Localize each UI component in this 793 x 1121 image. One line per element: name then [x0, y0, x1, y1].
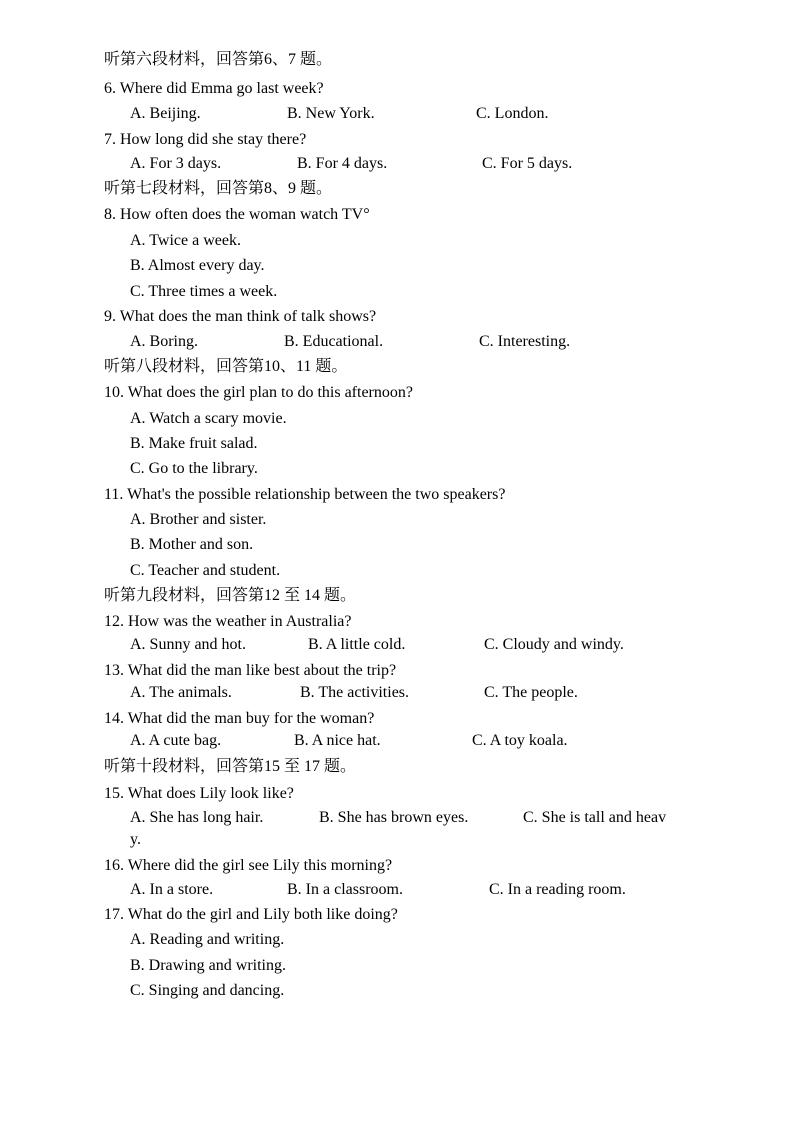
- section-heading: 听第六段材料，回答第6、7 题。: [104, 51, 333, 68]
- question-text: 6. Where did Emma go last week?: [104, 80, 324, 97]
- option-c-wrap: y.: [130, 831, 141, 848]
- question-text: 15. What does Lily look like?: [104, 785, 294, 802]
- option-c: C. Teacher and student.: [130, 562, 281, 579]
- question-text: 12. How was the weather in Australia?: [104, 613, 352, 630]
- option-b: B. Make fruit salad.: [130, 435, 258, 452]
- section-heading: 听第七段材料，回答第8、9 题。: [104, 180, 333, 197]
- option-a: A. A cute bag.: [130, 732, 222, 749]
- section-heading: 听第八段材料，回答第10、11 题。: [104, 358, 348, 375]
- option-c: C. Interesting.: [479, 333, 571, 350]
- option-b: B. New York.: [287, 105, 375, 122]
- option-b: B. In a classroom.: [287, 881, 403, 898]
- question-text: 13. What did the man like best about the trip?: [104, 662, 397, 679]
- question-text: 7. How long did she stay there?: [104, 131, 307, 148]
- question-text: 14. What did the man buy for the woman?: [104, 710, 375, 727]
- option-c: C. Cloudy and windy.: [484, 636, 624, 653]
- option-a: A. Boring.: [130, 333, 198, 350]
- section-heading: 听第九段材料，回答第12 至 14 题。: [104, 587, 357, 604]
- option-a: A. Beijing.: [130, 105, 201, 122]
- option-c: C. Three times a week.: [130, 283, 278, 300]
- option-a: A. She has long hair.: [130, 809, 264, 826]
- question-text: 11. What's the possible relationship between the two speakers?: [104, 486, 506, 503]
- option-c: C. She is tall and heav: [523, 809, 667, 826]
- option-b: B. A little cold.: [308, 636, 406, 653]
- question-text: 8. How often does the woman watch TV°: [104, 206, 370, 223]
- option-a: A. Brother and sister.: [130, 511, 267, 528]
- option-c: C. Singing and dancing.: [130, 982, 285, 999]
- option-b: B. Educational.: [284, 333, 384, 350]
- option-b: B. Almost every day.: [130, 257, 265, 274]
- question-text: 10. What does the girl plan to do this afternoon?: [104, 384, 413, 401]
- option-b: B. A nice hat.: [294, 732, 381, 749]
- option-b: B. For 4 days.: [297, 155, 388, 172]
- option-c: C. A toy koala.: [472, 732, 568, 749]
- question-text: 16. Where did the girl see Lily this morning?: [104, 857, 393, 874]
- option-a: A. For 3 days.: [130, 155, 222, 172]
- option-a: A. Sunny and hot.: [130, 636, 246, 653]
- option-b: B. Drawing and writing.: [130, 957, 286, 974]
- option-b: B. Mother and son.: [130, 536, 254, 553]
- option-a: A. The animals.: [130, 684, 232, 701]
- option-a: A. Reading and writing.: [130, 931, 285, 948]
- option-c: C. In a reading room.: [489, 881, 626, 898]
- option-b: B. The activities.: [300, 684, 410, 701]
- option-c: C. For 5 days.: [482, 155, 573, 172]
- option-a: A. In a store.: [130, 881, 214, 898]
- option-a: A. Twice a week.: [130, 232, 241, 249]
- option-b: B. She has brown eyes.: [319, 809, 469, 826]
- question-text: 17. What do the girl and Lily both like doing?: [104, 906, 398, 923]
- section-heading: 听第十段材料，回答第15 至 17 题。: [104, 758, 357, 775]
- question-text: 9. What does the man think of talk shows?: [104, 308, 377, 325]
- option-c: C. The people.: [484, 684, 578, 701]
- option-c: C. Go to the library.: [130, 460, 258, 477]
- option-c: C. London.: [476, 105, 549, 122]
- option-a: A. Watch a scary movie.: [130, 410, 287, 427]
